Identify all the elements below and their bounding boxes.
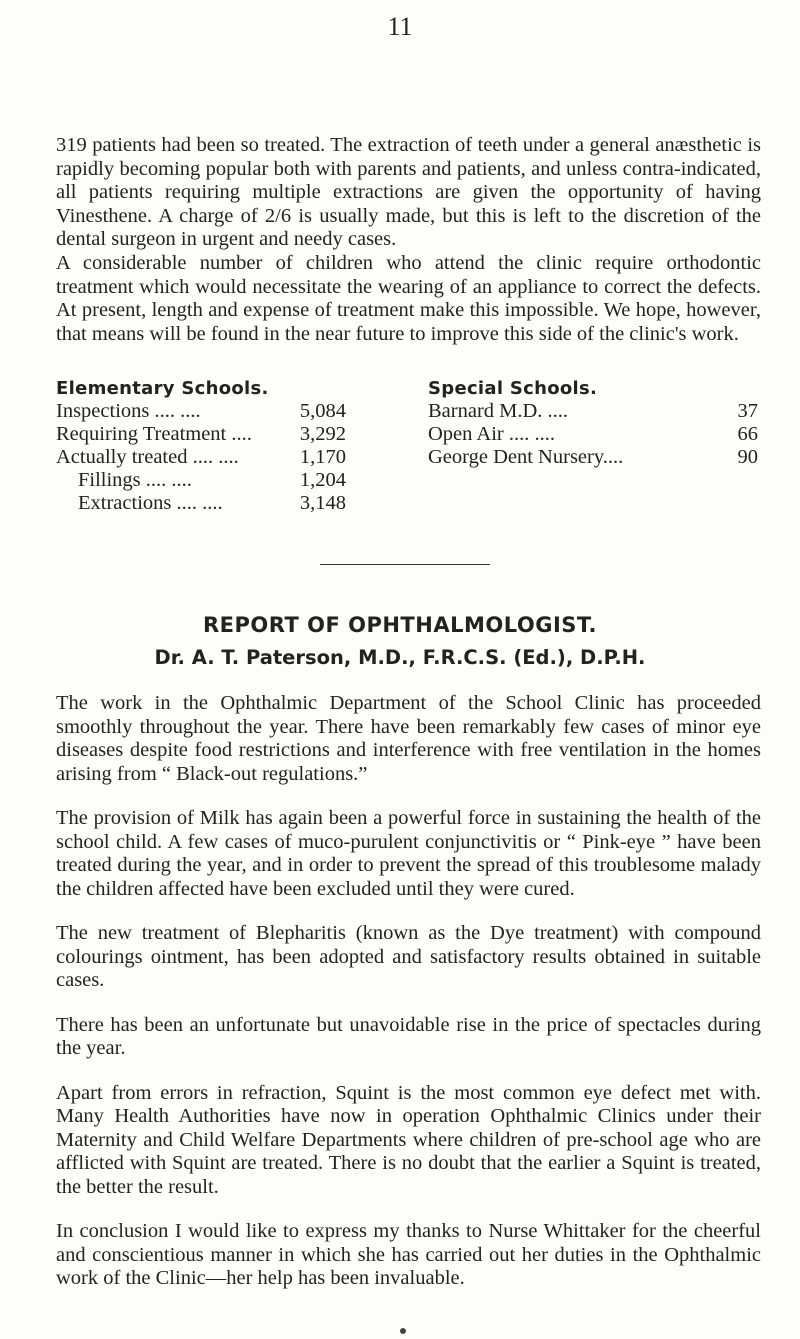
row-label: Fillings .... .... — [78, 469, 192, 491]
dental-statistics — [56, 378, 761, 528]
report-author: Dr. A. T. Paterson, M.D., F.R.C.S. (Ed.), D.P.H. — [154, 646, 646, 669]
report-paragraph: There has been an unfortunate but unavoidable rise in the price of spectacles during the year. — [56, 1013, 761, 1059]
special-schools-table — [428, 378, 758, 469]
section-divider — [320, 564, 490, 565]
elementary-schools-table — [56, 378, 346, 515]
row-label: George Dent Nursery.... — [428, 446, 624, 468]
row-value: 3,292 — [299, 423, 346, 445]
table-row — [428, 400, 758, 423]
report-paragraph: The provision of Milk has again been a powerful force in sustaining the health of the school child. A few cases of muco-purulent conjunctivitis or “ Pink-eye ” have been treated during the year, and in order to prevent the spread of this troublesome malady the children affected have been excluded until they were cured. — [56, 807, 761, 900]
row-value: 1,204 — [299, 469, 346, 491]
lead-paragraph: 319 patients had been so treated. The extraction of teeth under a general anæsthetic is rapidly becoming popular both with parents and patients, and unless contra-indicated, all patients requiring multiple extractions are given the opportunity of having Vinesthene. A charge of 2/6 is usually made, but this is left to the discretion of the dental surgeon in urgent and needy cases. — [56, 134, 761, 250]
special-schools-title: Special Schools. — [428, 378, 598, 399]
page-number: 11 — [387, 12, 413, 41]
table-row — [56, 469, 346, 492]
row-value: 1,170 — [299, 446, 346, 468]
report-title: REPORT OF OPHTHALMOLOGIST. — [202, 613, 597, 637]
row-label: Barnard M.D. .... — [428, 400, 569, 422]
table-row — [428, 446, 758, 469]
report-body — [56, 692, 761, 1312]
row-value: 66 — [737, 423, 758, 445]
table-row — [428, 423, 758, 446]
table-row — [56, 400, 346, 423]
row-value: 5,084 — [299, 400, 346, 422]
table-row — [56, 492, 346, 515]
row-value: 90 — [737, 446, 758, 468]
row-label: Requiring Treatment .... — [56, 423, 252, 445]
table-row — [56, 446, 346, 469]
report-paragraph: In conclusion I would like to express my thanks to Nurse Whittaker for the cheerful and conscientious manner in which she has carried out her duties in the Ophthalmic work of the Clinic—her help has been invaluable. — [56, 1220, 761, 1289]
table-row — [56, 423, 346, 446]
row-label: Actually treated .... .... — [56, 446, 239, 468]
row-label: Extractions .... .... — [78, 492, 223, 514]
report-paragraph: Apart from errors in refraction, Squint is the most common eye defect met with. Many Health Authorities have now in operation Ophthalmic Clinics under their Maternity and Child Welfare Departments where children of pre-school age who are afflicted with Squint are treated. There is no doubt that the earlier a Squint is treated, the better the result. — [56, 1081, 761, 1198]
row-label: Inspections .... .... — [56, 400, 201, 422]
report-paragraph: The new treatment of Blepharitis (known as the Dye treatment) with compound colourings ointment, has been adopted and satisfactory results obtained in suitable cases. — [56, 922, 761, 991]
orthodontic-paragraph: A considerable number of children who attend the clinic require orthodontic treatment which would necessitate the wearing of an appliance to correct the defects. At present, length and expense of treatment make this impossible. We hope, however, that means will be found in the near future to improve this side of the clinic's work. — [56, 252, 761, 345]
elementary-schools-title: Elementary Schools. — [56, 378, 269, 399]
row-value: 37 — [737, 400, 758, 422]
row-value: 3,148 — [299, 492, 346, 514]
row-label: Open Air .... .... — [428, 423, 555, 445]
ornament-dot — [400, 1328, 406, 1334]
report-paragraph: The work in the Ophthalmic Department of the School Clinic has proceeded smoothly throughout the year. There have been remarkably few cases of minor eye diseases despite food restrictions and interference with free ventilation in the homes arising from “ Black-out regulations.” — [56, 692, 761, 785]
